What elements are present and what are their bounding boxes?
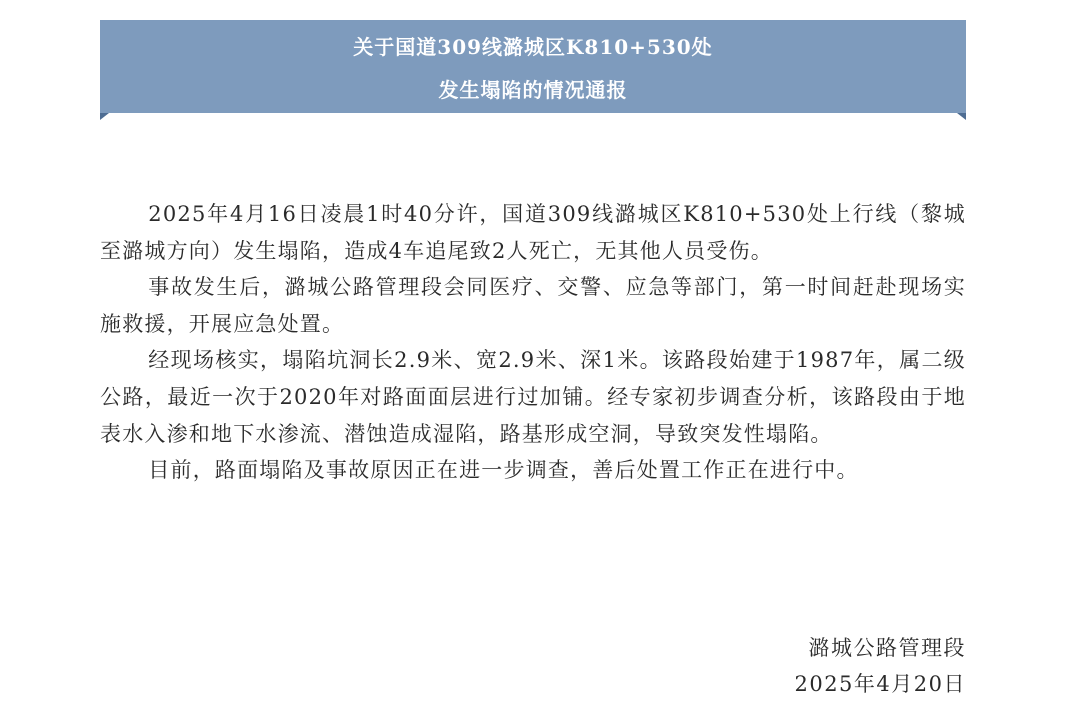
signature-date: 2025年4月20日 <box>794 672 966 696</box>
title-line-1: 关于国道309线潞城区K810+530处 <box>353 35 713 59</box>
signature-block <box>794 630 966 702</box>
paragraph-status: 目前，路面塌陷及事故原因正在进一步调查，善后处置工作正在进行中。 <box>148 458 859 483</box>
paragraph-investigation: 经现场核实，塌陷坑洞长2.9米、宽2.9米、深1米。该路段始建于1987年，属二级公路，最近一次于2020年对路面面层进行过加铺。经专家初步调查分析，该路段由于地表水入渗和地下水渗流、潜蚀造成湿陷，路基形成空洞，导致突发性塌陷。 <box>100 348 966 446</box>
paragraph-response: 事故发生后，潞城公路管理段会同医疗、交警、应急等部门，第一时间赶赴现场实施救援，开展应急处置。 <box>100 275 966 336</box>
banner-fold-right <box>957 113 966 120</box>
signature-org: 潞城公路管理段 <box>808 636 966 660</box>
title-line-2: 发生塌陷的情况通报 <box>438 78 628 102</box>
paragraph-incident: 2025年4月16日凌晨1时40分许，国道309线潞城区K810+530处上行线（黎城至潞城方向）发生塌陷，造成4车追尾致2人死亡，无其他人员受伤。 <box>100 202 966 263</box>
notice-body <box>100 196 966 489</box>
title-banner <box>100 20 966 113</box>
banner-fold-left <box>100 113 109 120</box>
